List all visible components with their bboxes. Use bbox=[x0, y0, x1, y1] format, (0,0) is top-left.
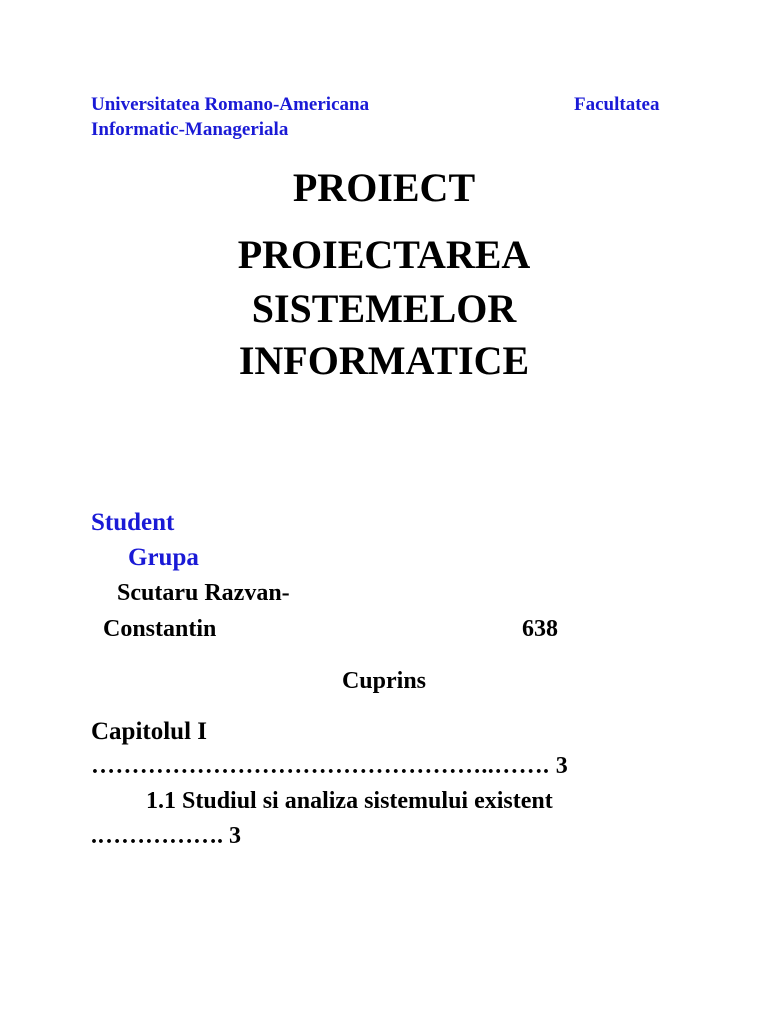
group-number: 638 bbox=[522, 616, 558, 642]
group-label: Grupa bbox=[128, 544, 199, 571]
subject-line-1: PROIECTAREA bbox=[237, 232, 531, 277]
project-label: PROIECT bbox=[292, 165, 476, 210]
toc-heading: Cuprins bbox=[341, 668, 427, 694]
faculty-name-part1: Facultatea bbox=[574, 94, 660, 115]
toc-chapter-dots: …………………………………………..……. 3 bbox=[91, 753, 569, 779]
university-name: Universitatea Romano-Americana bbox=[91, 94, 370, 115]
subject-line-3: INFORMATICE bbox=[238, 338, 530, 383]
student-name-line1: Scutaru Razvan- bbox=[117, 580, 290, 606]
toc-section-dots: .……………. 3 bbox=[91, 823, 241, 849]
toc-section-title: 1.1 Studiul si analiza sistemului existent bbox=[146, 788, 553, 814]
student-name-line2: Constantin bbox=[103, 616, 217, 642]
subject-line-2: SISTEMELOR bbox=[251, 286, 517, 331]
toc-chapter-title: Capitolul I bbox=[91, 718, 208, 745]
faculty-name-part2: Informatic-Manageriala bbox=[91, 119, 289, 140]
student-label: Student bbox=[91, 509, 175, 536]
